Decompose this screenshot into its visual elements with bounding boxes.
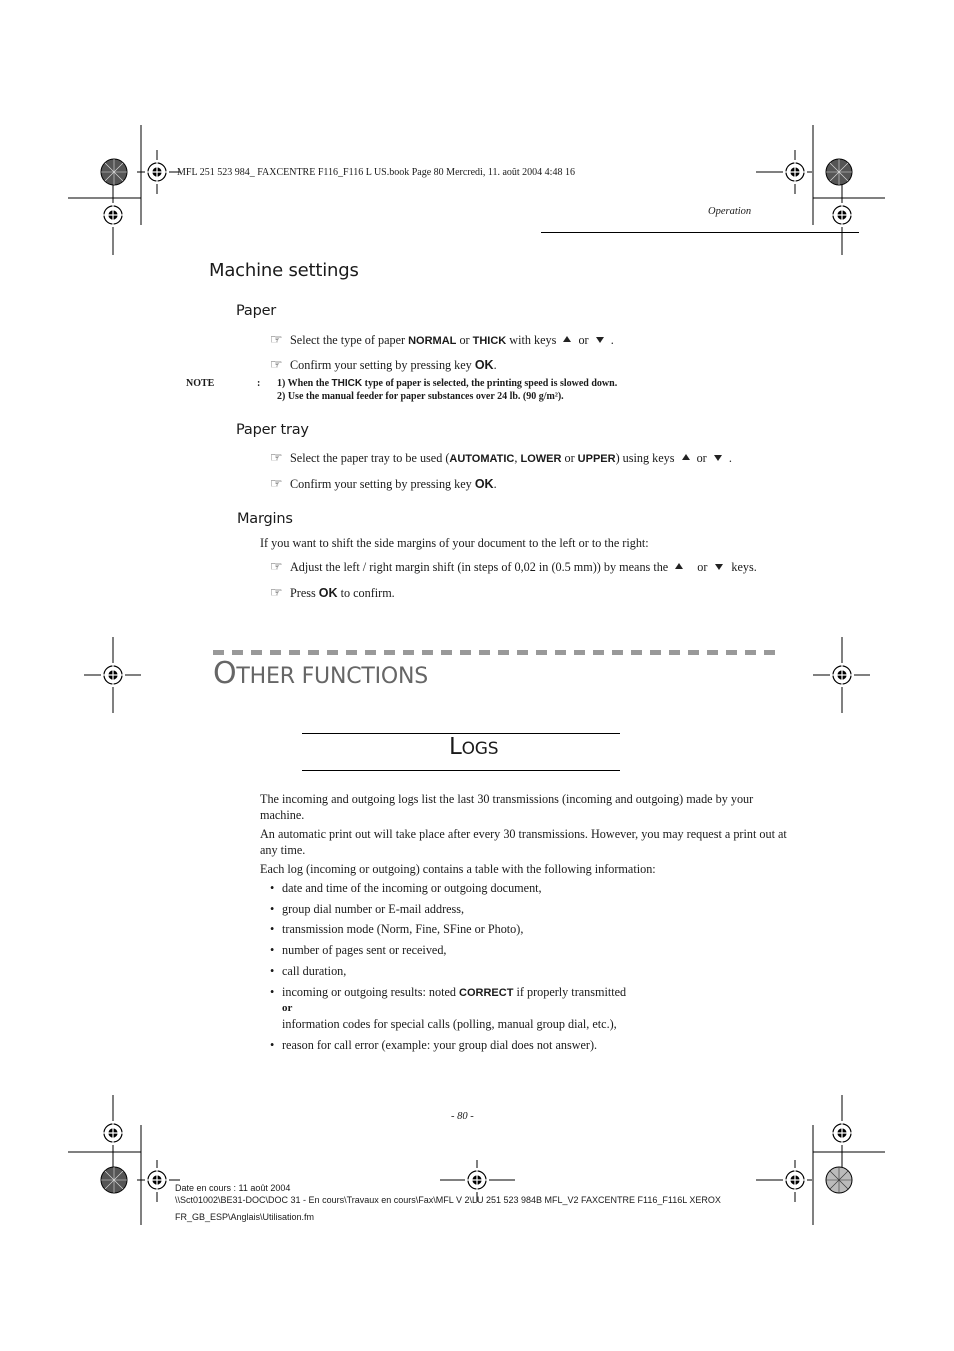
footer-date: Date en cours : 11 août 2004 [175,1183,291,1193]
down-arrow-icon [714,455,722,461]
up-arrow-icon [682,454,690,460]
note-line-2: 2) Use the manual feeder for paper substances over 24 lb. (90 g/m²). [277,391,564,402]
note-colon: : [257,378,261,389]
logs-paragraph-2: An automatic print out will take place after every 30 transmissions. However, you may request a print out at any time. [260,827,787,857]
pointing-hand-icon: ☞ [270,560,283,575]
keyword-correct: CORRECT [459,987,514,999]
down-arrow-icon [715,564,723,570]
subsection-title-paper: Paper [236,303,277,319]
section-title-machine-settings: Machine settings [209,260,359,281]
ok-key-label: OK [318,586,338,600]
list-item: • call duration, [270,964,347,978]
pointing-hand-icon: ☞ [270,586,283,601]
logs-title-bottom-rule [302,770,620,771]
list-item: • group dial number or E-mail address, [270,902,465,916]
keyword-automatic: AUTOMATIC [449,453,515,465]
page-number: - 80 - [451,1111,474,1122]
subsection-title-margins: Margins [237,511,293,527]
book-info-line: MFL 251 523 984_ FAXCENTRE F116_F116 L US.book Page 80 Mercredi, 11. août 2004 4:48 16 [177,167,575,178]
margins-step-2: ☞ Press OK to confirm. [270,586,395,601]
header-rule [541,232,859,233]
footer-path: \\Sct01002\BE31-DOC\DOC 31 - En cours\Travaux en cours\Fax\MFL V 2\LU 251 523 984B MFL_V2 FAXCENTRE F116_F116L XEROX [175,1195,721,1205]
down-arrow-icon [596,337,604,343]
list-item: • transmission mode (Norm, Fine, SFine or Photo), [270,922,524,936]
list-item-results: • incoming or outgoing results: noted CORRECT if properly transmitted [270,985,627,999]
dashed-rule [213,650,783,655]
results-alternative: information codes for special calls (polling, manual group dial, etc.), [282,1017,617,1031]
up-arrow-icon [675,563,683,569]
results-or: or [282,1002,293,1014]
subsection-title-paper-tray: Paper tray [236,422,309,438]
logs-paragraph-1: The incoming and outgoing logs list the last 30 transmissions (incoming and outgoing) made by your machine. [260,792,754,822]
margins-step-1: ☞ Adjust the left / right margin shift (in steps of 0,02 in (0.5 mm)) by means the or keys. [270,560,757,575]
list-item: • number of pages sent or received, [270,943,447,957]
note-line-1: 1) When the THICK type of paper is selected, the printing speed is slowed down. [277,378,618,389]
pointing-hand-icon: ☞ [270,451,283,466]
paper-tray-step-2: ☞ Confirm your setting by pressing key OK. [270,477,497,492]
pointing-hand-icon: ☞ [270,358,283,373]
ok-key-label: OK [474,358,494,372]
pointing-hand-icon: ☞ [270,333,283,348]
footer-path-2: FR_GB_ESP\Anglais\Utilisation.fm [175,1212,315,1222]
section-title-logs: LOGS [449,734,499,760]
note-label: NOTE [186,378,215,389]
chapter-title-other-functions: OTHER FUNCTIONS [213,656,429,691]
keyword-normal: NORMAL [408,335,457,347]
paper-tray-step-1: ☞ Select the paper tray to be used (AUTOMATIC, LOWER or UPPER) using keys or . [270,451,732,466]
list-item: • date and time of the incoming or outgoing document, [270,881,542,895]
paper-step-1: ☞ Select the type of paper NORMAL or THICK with keys or . [270,333,614,348]
paper-step-2: ☞ Confirm your setting by pressing key OK. [270,358,497,373]
running-header: Operation [708,206,752,217]
ok-key-label: OK [474,477,494,491]
pointing-hand-icon: ☞ [270,477,283,492]
margins-intro: If you want to shift the side margins of your document to the left or to the right: [260,536,649,550]
up-arrow-icon [563,336,571,342]
keyword-upper: UPPER [577,453,616,465]
keyword-lower: LOWER [520,453,562,465]
keyword-thick: THICK [472,335,507,347]
list-item: • reason for call error (example: your group dial does not answer). [270,1038,598,1052]
logs-paragraph-3: Each log (incoming or outgoing) contains a table with the following information: [260,862,656,876]
